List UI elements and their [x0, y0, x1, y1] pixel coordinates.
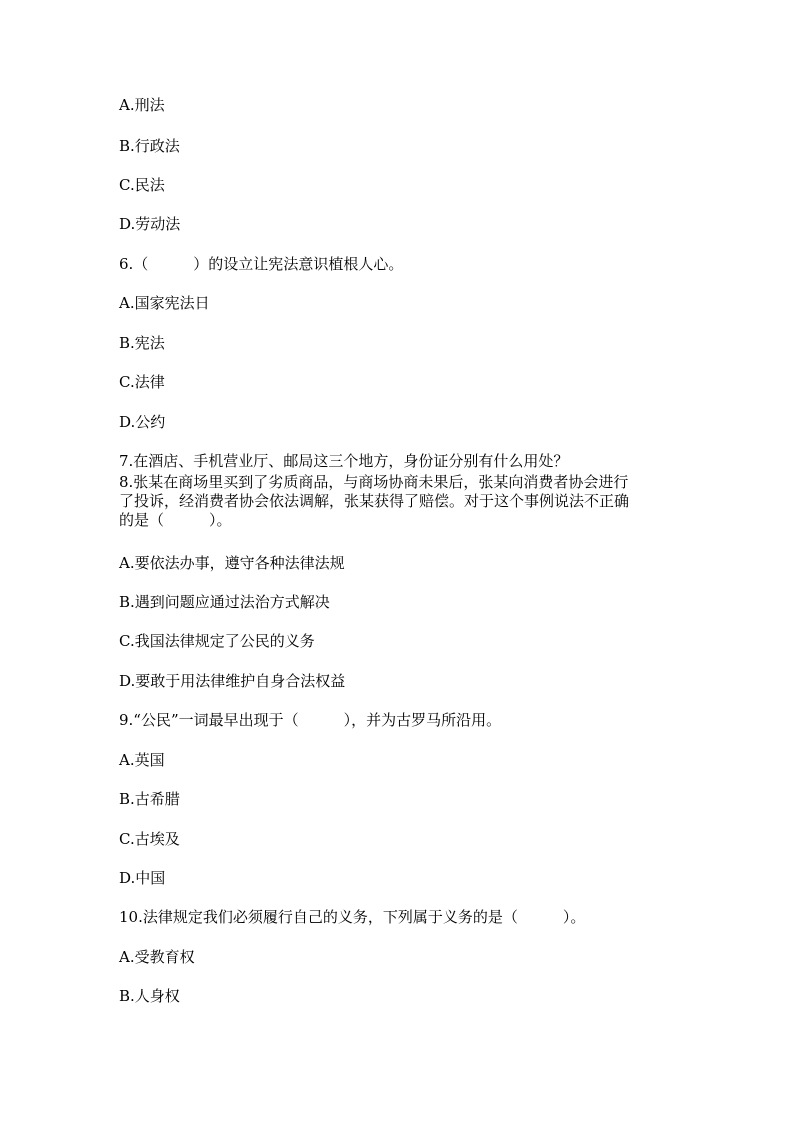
q9-option-a: A.英国: [119, 751, 165, 769]
q9-option-b: B.古希腊: [119, 790, 180, 808]
q9-option-c: C.古埃及: [119, 830, 180, 848]
q10-option-b: B.人身权: [119, 987, 180, 1005]
q9-stem: 9.“公民”一词最早出现于（ ），并为古罗马所沿用。: [119, 711, 502, 729]
q8-option-d: D.要敢于用法律维护自身合法权益: [119, 672, 346, 690]
q9-option-d: D.中国: [119, 869, 166, 887]
q10-option-a: A.受教育权: [119, 948, 195, 966]
q8-option-c: C.我国法律规定了公民的义务: [119, 632, 315, 650]
q8-option-a: A.要依法办事，遵守各种法律法规: [119, 554, 345, 572]
q8-stem-line-3: 的是（ ）。: [119, 511, 232, 529]
q5-option-a: A.刑法: [119, 96, 165, 114]
q10-stem: 10.法律规定我们必须履行自己的义务，下列属于义务的是（ ）。: [119, 908, 586, 926]
q6-option-d: D.公约: [119, 413, 166, 431]
q6-stem: 6.（ ）的设立让宪法意识植根人心。: [119, 255, 404, 273]
q6-option-c: C.法律: [119, 373, 165, 391]
q7-stem: 7.在酒店、手机营业厅、邮局这三个地方，身份证分别有什么用处？: [119, 452, 569, 470]
q8-stem-line-1: 8.张某在商场里买到了劣质商品，与商场协商未果后，张某向消费者协会进行: [119, 473, 629, 491]
q5-option-d: D.劳动法: [119, 215, 181, 233]
q8-option-b: B.遇到问题应通过法治方式解决: [119, 593, 330, 611]
q8-stem-line-2: 了投诉，经消费者协会依法调解，张某获得了赔偿。对于这个事例说法不正确: [119, 492, 630, 510]
q6-option-b: B.宪法: [119, 334, 165, 352]
q8-stem: [119, 473, 679, 530]
q6-option-a: A.国家宪法日: [119, 294, 210, 312]
q5-option-b: B.行政法: [119, 137, 180, 155]
q5-option-c: C.民法: [119, 176, 165, 194]
